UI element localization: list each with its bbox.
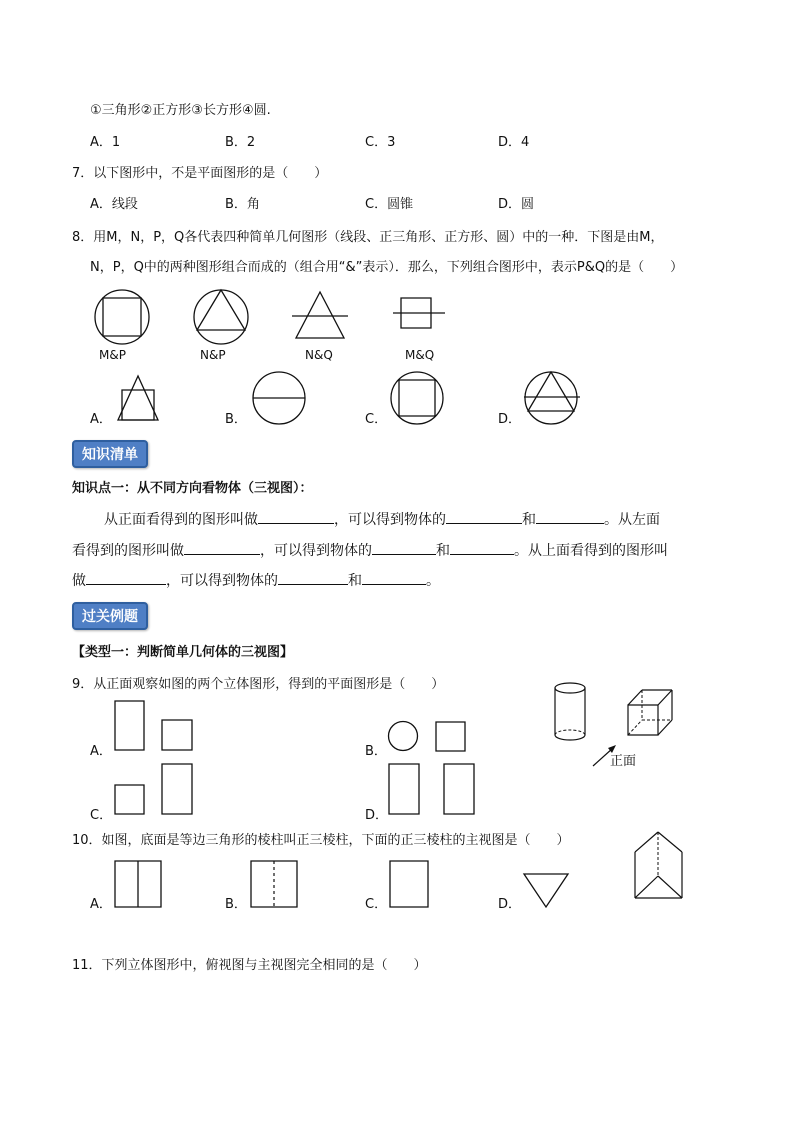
- knowledge-line-2: [72, 540, 668, 561]
- knowledge-badge: 知识清单: [72, 440, 148, 468]
- q9-stem: 9．从正面观察如图的两个立体图形，得到的平面图形是（ ）: [72, 677, 445, 692]
- q10-option-c-figure: [389, 860, 431, 910]
- knowledge-line1-text-a: 从正面看得到的图形叫做: [104, 512, 258, 528]
- q9-option-c[interactable]: C．: [90, 808, 113, 823]
- blank-front-1[interactable]: [446, 509, 522, 524]
- q9-front-label: 正面: [610, 754, 637, 769]
- blank-top-view[interactable]: [86, 570, 166, 585]
- knowledge-line2-text-b: ，可以得到物体的: [260, 543, 372, 559]
- q8-example-mp-figure: [90, 290, 154, 346]
- q8-option-b-figure: [252, 371, 308, 427]
- q10-stem: 10．如图，底面是等边三角形的棱柱叫正三棱柱，下面的正三棱柱的主视图是（ ）: [72, 833, 570, 848]
- q8-stem-line1: 8．用M，N，P，Q各代表四种简单几何图形（线段、正三角形、正方形、圆）中的一种．下图是由M，: [72, 230, 664, 245]
- q8-option-a[interactable]: A．: [90, 412, 112, 427]
- q8-example-mq-figure: [393, 296, 449, 336]
- blank-top-2[interactable]: [362, 570, 426, 585]
- q10-option-d-figure: [523, 872, 571, 910]
- knowledge-line-3: [72, 570, 440, 591]
- knowledge-line2-text-d: 。从上面看得到的图形叫: [514, 543, 668, 559]
- blank-left-2[interactable]: [450, 540, 514, 555]
- q8-option-a-figure: [118, 376, 162, 424]
- q10-option-a[interactable]: A．: [90, 897, 112, 912]
- blank-left-1[interactable]: [372, 540, 436, 555]
- q10-option-a-figure: [114, 860, 164, 910]
- q7-option-c[interactable]: C．圆锥: [365, 197, 414, 212]
- q9-option-d-figure: [388, 763, 480, 817]
- q6-option-d[interactable]: D．4: [498, 135, 530, 150]
- q10-option-d[interactable]: D．: [498, 897, 522, 912]
- blank-front-view[interactable]: [258, 509, 334, 524]
- q8-option-b[interactable]: B．: [225, 412, 247, 427]
- q9-option-d[interactable]: D．: [365, 808, 389, 823]
- q8-example-label-mp: M&P: [99, 348, 126, 362]
- q6-option-c[interactable]: C．3: [365, 135, 396, 150]
- knowledge-line1-text-d: 。从左面: [604, 512, 660, 528]
- q10-prism-figure: [633, 830, 685, 900]
- knowledge-point-title: 知识点一：从不同方向看物体（三视图）：: [72, 481, 313, 496]
- q7-option-b[interactable]: B．角: [225, 197, 260, 212]
- knowledge-line1-text-b: ，可以得到物体的: [334, 512, 446, 528]
- q9-option-b-figure: [388, 720, 470, 754]
- q8-stem-line2: N，P，Q中的两种图形组合而成的（组合用“&”表示）．那么，下列组合图形中，表示P&Q的是（ ）: [90, 260, 684, 275]
- type1-heading: 【类型一：判断简单几何体的三视图】: [72, 645, 294, 660]
- knowledge-line3-text-b: ，可以得到物体的: [166, 573, 278, 589]
- q7-option-a[interactable]: A．线段: [90, 197, 138, 212]
- knowledge-line3-text-a: 做: [72, 573, 86, 589]
- knowledge-line2-text-a: 看得到的图形叫做: [72, 543, 184, 559]
- q10-option-c[interactable]: C．: [365, 897, 388, 912]
- q8-option-d-figure: [524, 371, 582, 427]
- q11-stem: 11．下列立体图形中，俯视图与主视图完全相同的是（ ）: [72, 958, 427, 973]
- blank-top-1[interactable]: [278, 570, 348, 585]
- q10-option-b[interactable]: B．: [225, 897, 247, 912]
- knowledge-line1-text-c: 和: [522, 512, 536, 528]
- q6-option-b[interactable]: B．2: [225, 135, 256, 150]
- blank-left-view[interactable]: [184, 540, 260, 555]
- q6-option-a[interactable]: A．1: [90, 135, 121, 150]
- q7-option-d[interactable]: D．圆: [498, 197, 535, 212]
- q8-example-label-np: N&P: [200, 348, 226, 362]
- q8-example-nq-figure: [292, 290, 352, 346]
- knowledge-line3-text-d: 。: [426, 573, 440, 589]
- q8-option-c[interactable]: C．: [365, 412, 388, 427]
- q6-stem: ①三角形②正方形③长方形④圆.: [90, 103, 271, 118]
- q8-example-label-mq: M&Q: [405, 348, 435, 362]
- knowledge-line2-text-c: 和: [436, 543, 450, 559]
- q8-example-np-figure: [192, 290, 256, 346]
- q9-option-c-figure: [114, 763, 196, 817]
- q7-stem: 7．以下图形中，不是平面图形的是（ ）: [72, 166, 328, 181]
- q9-option-a-figure: [114, 701, 196, 753]
- knowledge-line3-text-c: 和: [348, 573, 362, 589]
- q9-option-a[interactable]: A．: [90, 744, 112, 759]
- q8-option-c-figure: [390, 371, 446, 427]
- blank-front-2[interactable]: [536, 509, 604, 524]
- q8-option-d[interactable]: D．: [498, 412, 522, 427]
- q10-option-b-figure: [250, 860, 300, 910]
- examples-badge: 过关例题: [72, 602, 148, 630]
- q9-option-b[interactable]: B．: [365, 744, 387, 759]
- knowledge-line-1: [104, 509, 660, 530]
- q8-example-label-nq: N&Q: [305, 348, 333, 362]
